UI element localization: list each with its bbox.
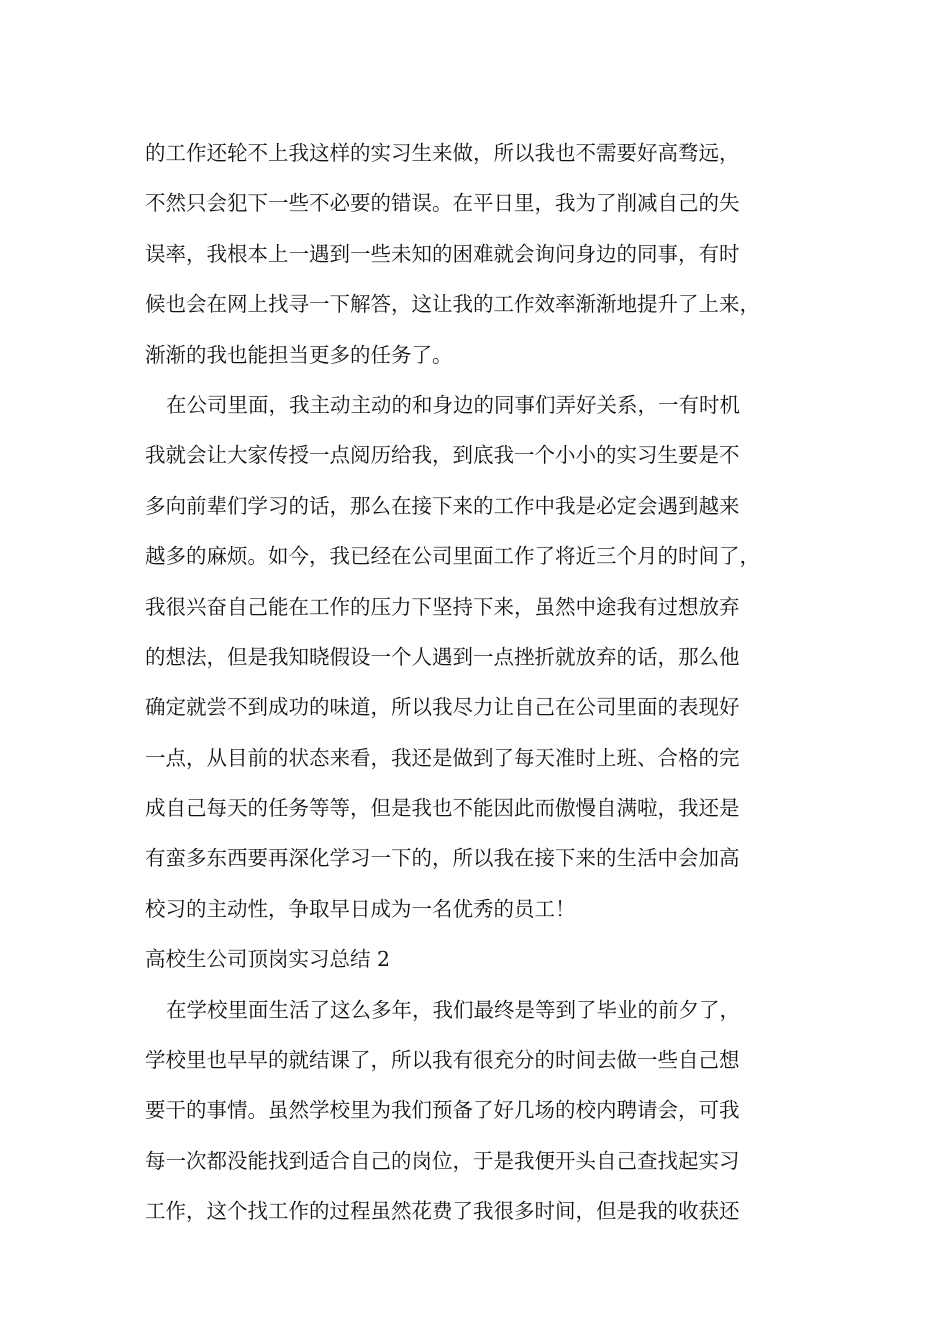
paragraph-company-relations	[145, 380, 825, 934]
text-line: 误率，我根本上一遇到一些未知的困难就会询问身边的同事，有时	[145, 241, 740, 266]
text-line: 不然只会犯下一些不必要的错误。在平日里，我为了削减自己的失	[145, 191, 740, 216]
paragraph-school-life	[145, 985, 825, 1237]
text-line: 多向前辈们学习的话，那么在接下来的工作中我是必定会遇到越来	[145, 493, 740, 518]
section-heading: 高校生公司顶岗实习总结 2	[145, 947, 391, 972]
text-line: 确定就尝不到成功的味道，所以我尽力让自己在公司里面的表现好	[145, 695, 740, 720]
text-line: 的工作还轮不上我这样的实习生来做，所以我也不需要好高骛远，	[145, 141, 740, 165]
text-line: 在学校里面生活了这么多年，我们最终是等到了毕业的前夕了，	[166, 997, 740, 1022]
document-page	[145, 128, 825, 1237]
text-line: 我很兴奋自己能在工作的压力下坚持下来，虽然中途我有过想放弃	[145, 594, 740, 619]
text-line: 一点，从目前的状态来看，我还是做到了每天准时上班、合格的完	[145, 745, 740, 770]
text-line: 工作，这个找工作的过程虽然花费了我很多时间，但是我的收获还	[145, 1199, 740, 1224]
paragraph-continued	[145, 128, 825, 380]
text-line: 越多的麻烦。如今，我已经在公司里面工作了将近三个月的时间了，	[145, 544, 760, 569]
text-line: 成自己每天的任务等等，但是我也不能因此而傲慢自满啦，我还是	[145, 796, 740, 821]
text-line: 的想法，但是我知晓假设一个人遇到一点挫折就放弃的话，那么他	[145, 644, 740, 669]
text-line: 我就会让大家传授一点阅历给我，到底我一个小小的实习生要是不	[145, 443, 740, 468]
text-line: 要干的事情。虽然学校里为我们预备了好几场的校内聘请会，可我	[145, 1098, 740, 1123]
text-line: 每一次都没能找到适合自己的岗位，于是我便开头自己查找起实习	[145, 1148, 740, 1173]
text-line: 渐渐的我也能担当更多的任务了。	[145, 342, 453, 367]
text-line: 学校里也早早的就结课了，所以我有很充分的时间去做一些自己想	[145, 1048, 740, 1073]
text-line: 有蛮多东西要再深化学习一下的，所以我在接下来的生活中会加高	[145, 846, 740, 871]
text-line: 候也会在网上找寻一下解答，这让我的工作效率渐渐地提升了上来，	[145, 292, 760, 317]
text-line: 校习的主动性，争取早日成为一名优秀的员工！	[145, 896, 576, 921]
text-line: 在公司里面，我主动主动的和身边的同事们弄好关系，一有时机	[166, 392, 740, 417]
